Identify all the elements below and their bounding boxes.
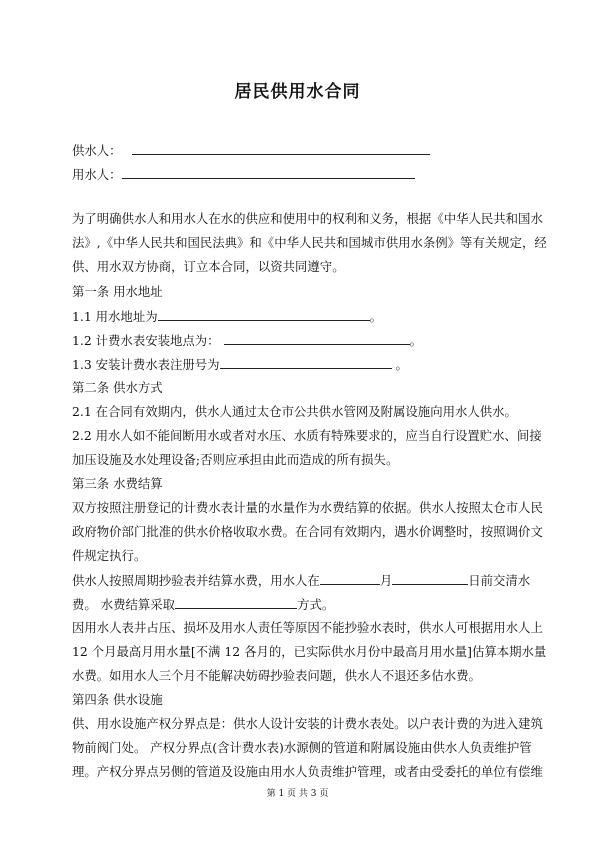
meter-location-end: 。 (409, 333, 422, 348)
page-footer: 第 1 页 共 3 页 (266, 789, 329, 799)
settlement-line (72, 596, 334, 613)
meter-number-line (72, 356, 408, 373)
intro-line: 供、用水双方协商，订立本合同，以资共同遵守。 (72, 259, 345, 274)
settlement-end: 方式。 (297, 597, 335, 612)
day-unit: 日前交清水 (468, 573, 531, 588)
meter-location-line (72, 332, 422, 349)
intro-line: 为了明确供水人和用水人在水的供应和使用中的权利和义务，根据《中华人民共和国水 (72, 211, 543, 226)
billing-paragraph: 政府物价部门批准的供水价格收取水费。在合同有效期内，遇水价调整时，按照调价文 (72, 524, 543, 539)
article-4-heading: 第四条 供水设施 (72, 692, 163, 707)
address-line (72, 308, 382, 325)
user-blank[interactable] (122, 166, 415, 179)
facilities-paragraph: 供、用水设施产权分界点是：供水人设计安装的计费水表处。以户表计费的为进入建筑 (72, 716, 543, 731)
user-label: 用水人： (72, 167, 122, 182)
address-label: 1.1 用水地址为 (72, 309, 158, 324)
payment-line (72, 572, 530, 589)
supplier-label: 供水人： (72, 143, 122, 158)
estimate-paragraph: 12 个月最高月用水量[不满 12 各月的，已实际供水月份中最高月用水量]估算本期水量 (72, 644, 547, 659)
clause-2-2: 加压设施及水处理设备;否则应承担由此而造成的所有损失。 (72, 452, 399, 467)
month-unit: 月 (379, 573, 393, 588)
meter-location-blank[interactable] (224, 332, 410, 345)
address-end: 。 (369, 309, 382, 324)
facilities-paragraph: 物前阀门处。 产权分界点(含计费水表)水源侧的管道和附属设施由供水人负责维护管 (72, 740, 532, 755)
estimate-paragraph: 水费。如用水人三个月不能解决妨碍抄验表问题，供水人不退还多估水费。 (72, 668, 481, 683)
intro-line: 法》,《中华人民共和国民法典》和《中华人民共和国城市供用水条例》等有关规定，经 (72, 235, 547, 250)
meter-number-label: 1.3 安装计费水表注册号为 (72, 357, 220, 372)
document-title: 居民供用水合同 (234, 82, 361, 102)
payment-text: 供水人按照周期抄验表并结算水费，用水人在 (72, 573, 320, 588)
meter-number-blank[interactable] (220, 356, 392, 369)
supplier-line (72, 142, 430, 159)
settlement-method-blank[interactable] (175, 596, 297, 609)
billing-paragraph: 件规定执行。 (72, 548, 147, 563)
billing-paragraph: 双方按照注册登记的计费水表计量的水量作为水费结算的依据。供水人按照太仓市人民 (72, 500, 543, 515)
facilities-paragraph: 理。产权分界点另侧的管道及设施由用水人负责维护管理，或者由受委托的单位有偿维 (72, 764, 543, 779)
meter-location-label: 1.2 计费水表安装地点为： (72, 333, 220, 348)
user-line (72, 166, 415, 183)
address-blank[interactable] (158, 308, 370, 321)
estimate-paragraph: 因用水人表井占压、损坏及用水人责任等原因不能抄验水表时，供水人可根据用水人上 (72, 620, 543, 635)
payment-day-blank[interactable] (392, 572, 468, 585)
settlement-text: 费。 水费结算采取 (72, 597, 176, 612)
supplier-blank[interactable] (132, 142, 430, 155)
article-2-heading: 第二条 供水方式 (72, 380, 163, 395)
article-1-heading: 第一条 用水地址 (72, 284, 163, 299)
clause-2-2: 2.2 用水人如不能间断用水或者对水压、水质有特殊要求的，应当自行设置贮水、间接 (72, 428, 542, 443)
clause-2-1: 2.1 在合同有效期内，供水人通过太仓市公共供水管网及附属设施向用水人供水。 (72, 404, 517, 419)
payment-month-blank[interactable] (320, 572, 380, 585)
article-3-heading: 第三条 水费结算 (72, 476, 163, 491)
meter-number-end: 。 (391, 357, 408, 372)
